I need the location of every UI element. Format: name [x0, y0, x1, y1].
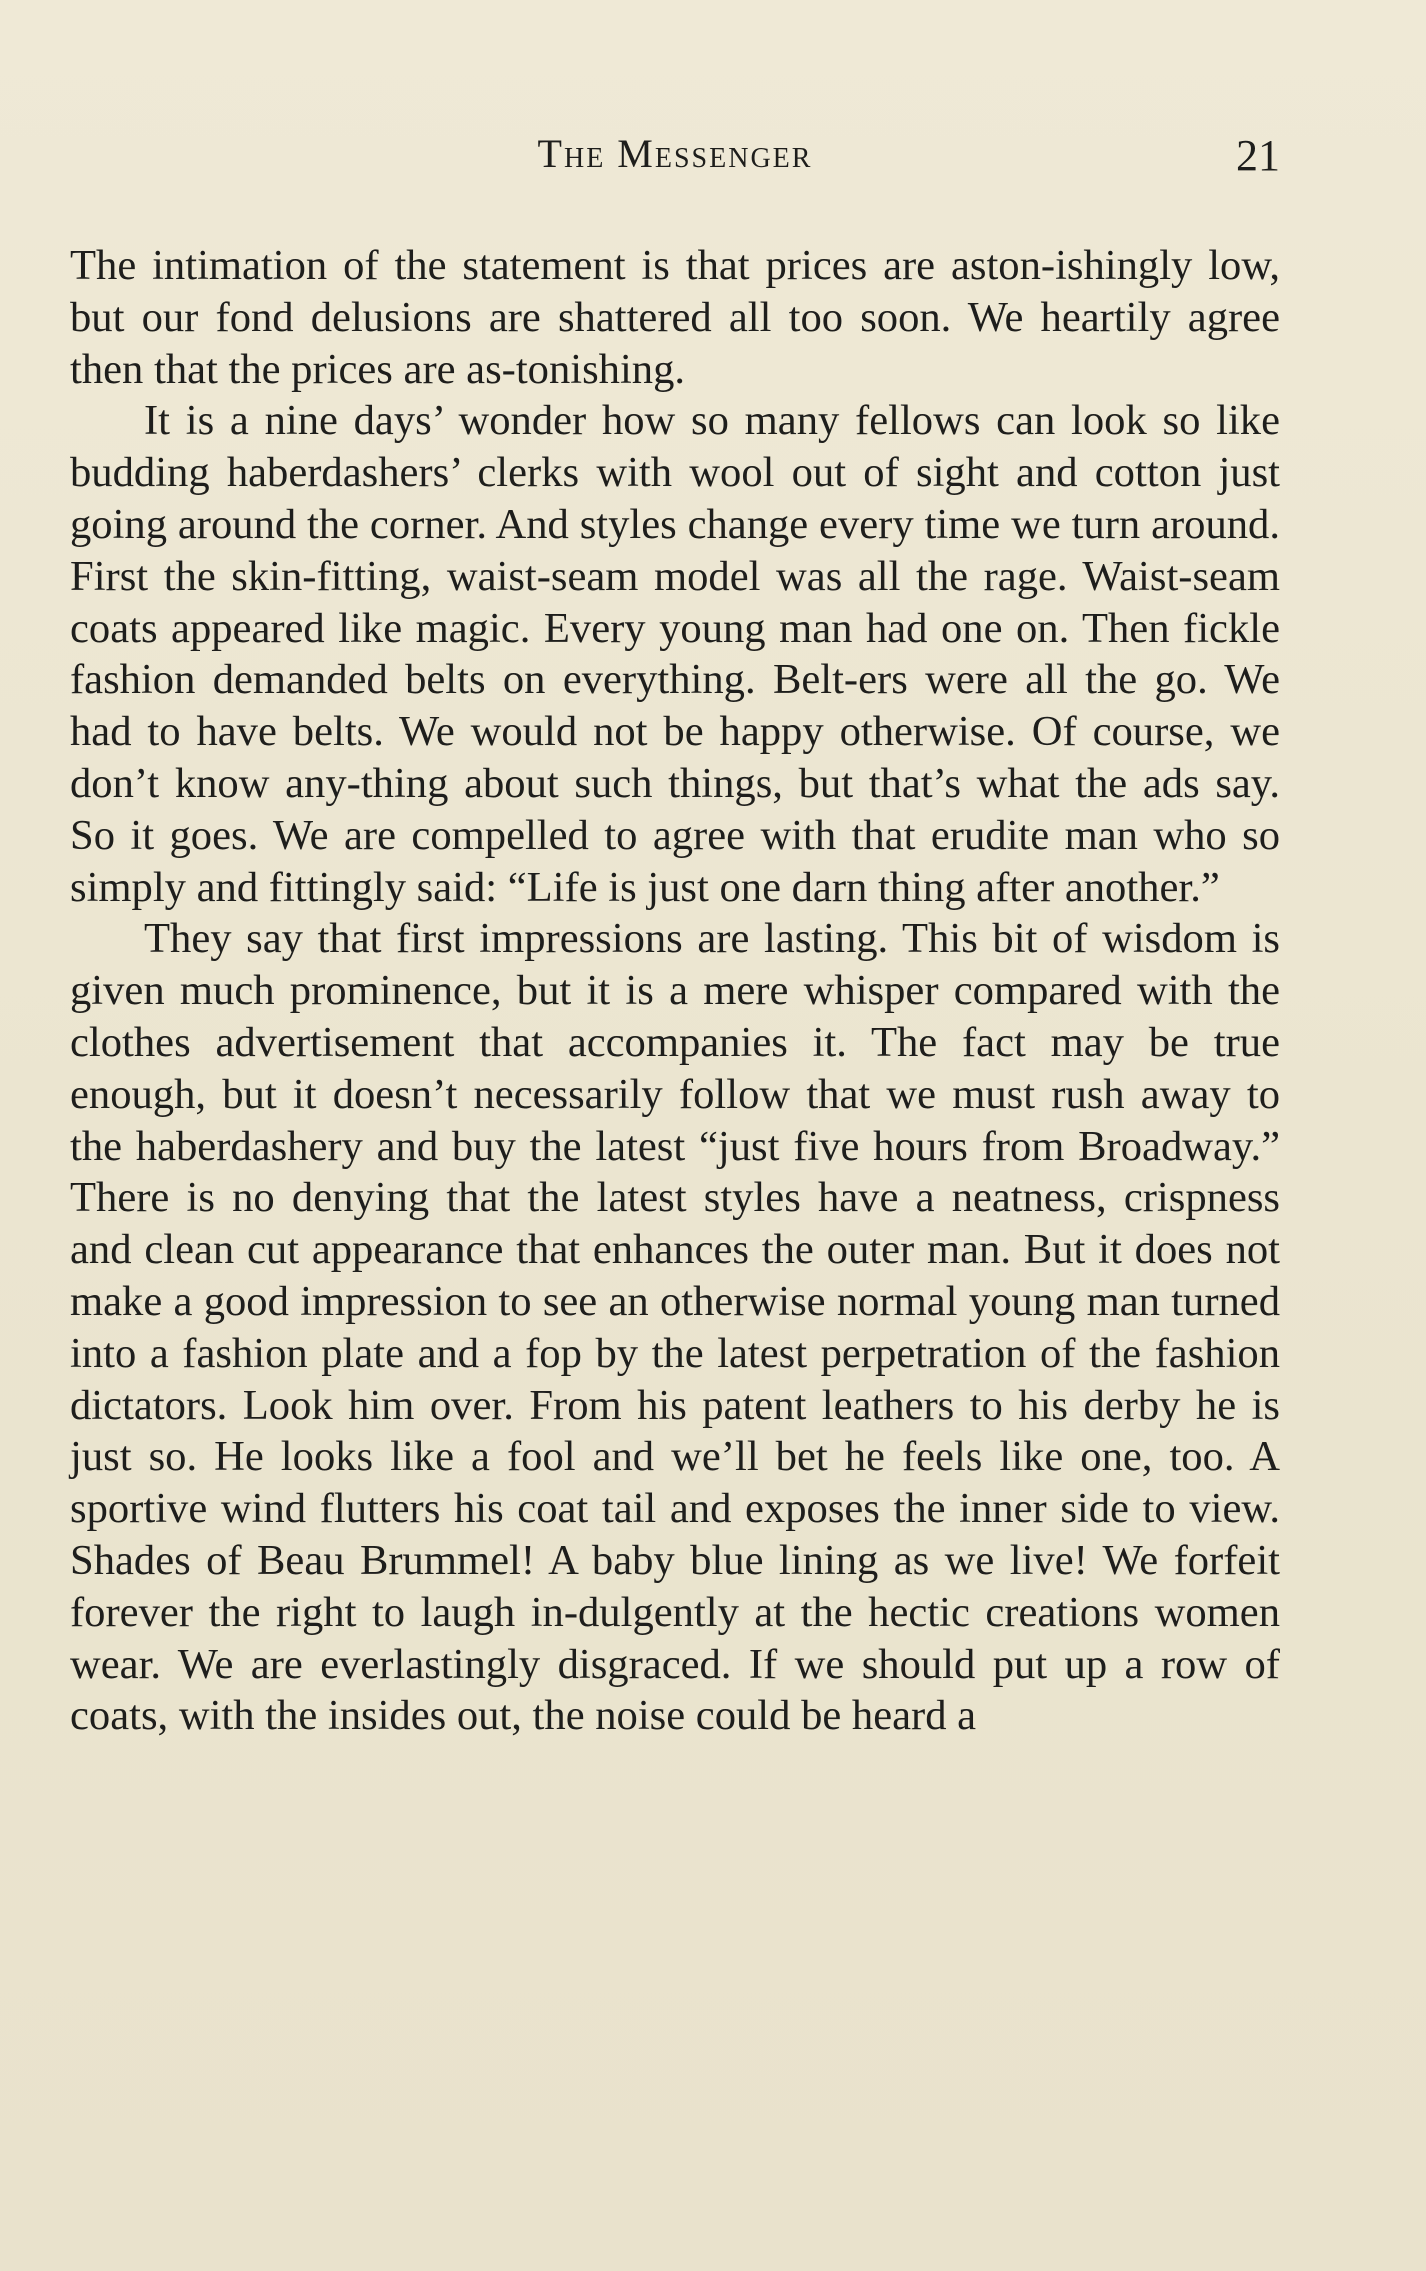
paragraph-1: The intimation of the statement is that prices are aston-ishingly low, but our fond delusions are shattered all too soon. We heartily agree then that the prices are as-tonishing.: [70, 242, 1280, 393]
body-text: [70, 240, 1280, 1742]
running-header: [70, 130, 1280, 190]
running-title: The Messenger: [537, 131, 813, 176]
paragraph-3: They say that first impressions are lasting. This bit of wisdom is given much prominence, but it is a mere whisper compared with the clothes advertisement that accompanies it. The fact may be true enough, but it doesn’t necessarily follow that we must rush away to the haberdashery and buy the latest “just five hours from Broadway.” There is no denying that the latest styles have a neatness, crispness and clean cut appearance that enhances the outer man. But it does not make a good impression to see an otherwise normal young man turned into a fashion plate and a fop by the latest perpetration of the fashion dictators. Look him over. From his patent leathers to his derby he is just so. He looks like a fool and we’ll bet he feels like one, too. A sportive wind flutters his coat tail and exposes the inner side to view. Shades of Beau Brummel! A baby blue lining as we live! We forfeit forever the right to laugh in-dulgently at the hectic creations women wear. We are everlastingly disgraced. If we should put up a row of coats, with the insides out, the noise could be heard a: [70, 915, 1280, 1740]
page-number: 21: [1236, 131, 1280, 180]
paragraph-2: It is a nine days’ wonder how so many fellows can look so like budding haberdashers’ clerks with wool out of sight and cotton just going around the corner. And styles change every time we turn around. First the skin-fitting, waist-seam model was all the rage. Waist-seam coats appeared like magic. Every young man had one on. Then fickle fashion demanded belts on everything. Belt-ers were all the go. We had to have belts. We would not be happy otherwise. Of course, we don’t know any-thing about such things, but that’s what the ads say. So it goes. We are compelled to agree with that erudite man who so simply and fittingly said: “Life is just one darn thing after another.”: [70, 397, 1280, 911]
